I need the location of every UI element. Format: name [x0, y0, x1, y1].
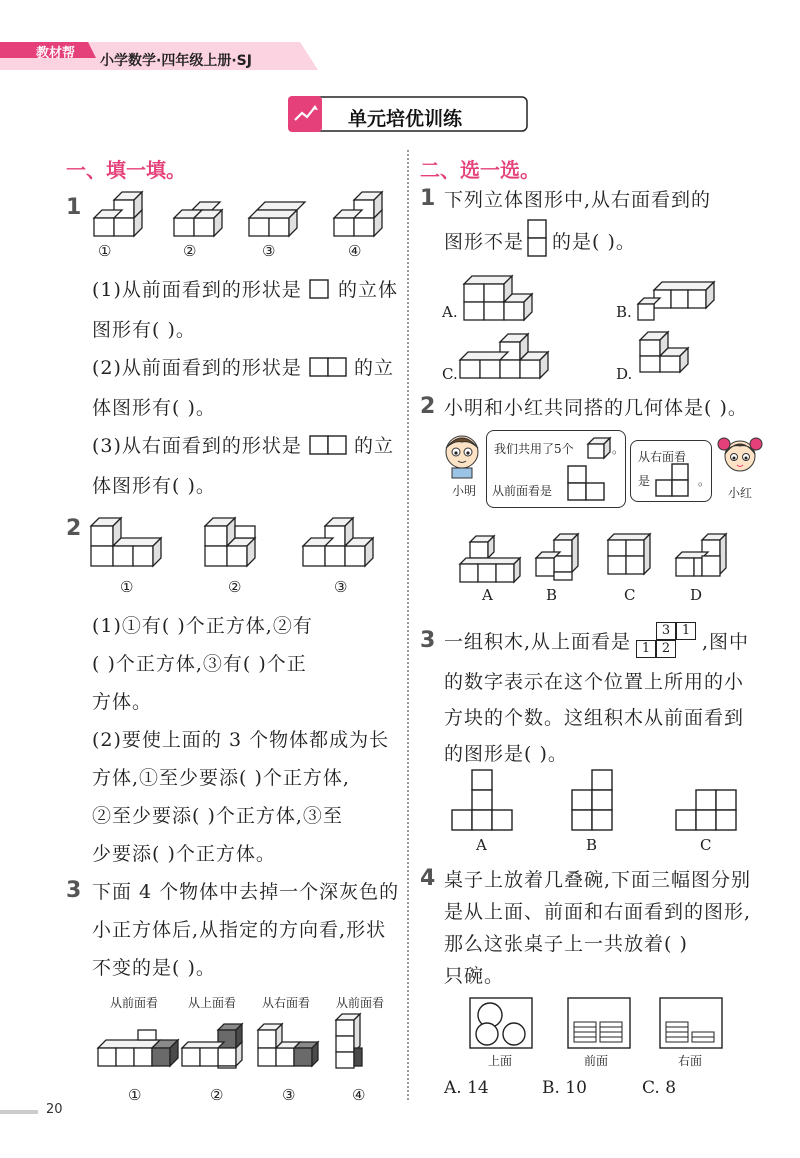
rq2-option-c: [608, 534, 650, 574]
q2-line: 少要添( )个正方体。: [92, 843, 276, 865]
rq2-option-b: [536, 534, 578, 580]
q1-part3-answer: 体图形有( )。: [92, 475, 216, 497]
rq2-option-d: [676, 534, 726, 576]
option-label[interactable]: C: [624, 586, 636, 604]
grid-cell: 1: [636, 640, 656, 658]
top-view: [470, 998, 532, 1048]
option-label[interactable]: D.: [616, 365, 633, 383]
q2-line: (1)①有( )个正方体,②有: [92, 615, 313, 637]
question-number: 3: [420, 628, 436, 653]
view-direction-label: 从前面看: [110, 996, 159, 1010]
rq1-option-a-solid: [460, 270, 550, 326]
column-divider: [407, 150, 409, 1100]
rq3-option-a: [452, 770, 512, 830]
q2-solid-3: [303, 518, 373, 566]
rq1-option-c-solid: [460, 334, 570, 386]
question-number: 2: [66, 516, 82, 541]
solid-label: ③: [282, 1086, 296, 1104]
bubble-text: 是: [638, 474, 651, 488]
option-label[interactable]: A.: [442, 303, 458, 321]
q2-solid-2: [205, 518, 255, 566]
question-number: 3: [66, 878, 82, 903]
option-label[interactable]: B.: [616, 303, 632, 321]
rq3-line: 的数字表示在这个位置上所用的小: [444, 671, 745, 693]
bubble-text: 从前面看是: [492, 484, 553, 498]
right-view: [660, 998, 722, 1048]
rq3-option-b: [572, 770, 612, 830]
front-view: [568, 998, 630, 1048]
q2-solid-1: [91, 518, 161, 566]
q3-solid-4: [336, 1014, 362, 1068]
view-direction-label: 从右面看: [262, 996, 311, 1010]
page-number: 20: [46, 1102, 63, 1117]
solid-4: [334, 192, 382, 236]
rq3-options: [452, 768, 752, 834]
rq3-line: 的图形是( )。: [444, 743, 568, 765]
bubble-text: 我们共用了5个: [494, 442, 574, 456]
ming-avatar: [440, 432, 484, 480]
q3-solids: [96, 1012, 396, 1084]
right-view-shape: [652, 462, 696, 500]
q3-line: 不变的是( )。: [92, 957, 216, 979]
question-number: 4: [420, 866, 436, 891]
view-direction-label: 从前面看: [336, 996, 385, 1010]
option-label[interactable]: C.: [442, 365, 458, 383]
rq4-line: 桌子上放着几叠碗,下面三幅图分别: [444, 869, 752, 891]
q2-line: ( )个正方体,③有( )个正: [92, 653, 307, 675]
solid-label: ④: [352, 1086, 366, 1104]
option-label[interactable]: C: [700, 836, 712, 854]
q3-line: 小正方体后,从指定的方向看,形状: [92, 919, 387, 941]
option-label[interactable]: D: [690, 586, 703, 604]
hong-name: 小红: [728, 486, 753, 500]
front-view-shape: [566, 464, 610, 504]
solid-2: [174, 202, 222, 236]
q2-line: (2)要使上面的 3 个物体都成为长: [92, 729, 390, 751]
option-label[interactable]: B: [546, 586, 558, 604]
hong-avatar: [718, 434, 762, 484]
grid-cell: 2: [656, 640, 676, 658]
footer-rule: [0, 1110, 38, 1114]
grid-cell: 1: [676, 622, 696, 640]
cube-icon: [586, 436, 612, 460]
q3-solid-2: [182, 1024, 242, 1068]
section-title-choose: 二、选一选。: [420, 158, 540, 182]
solid-label: ①: [98, 242, 112, 260]
q1-part3-text-b: 的立: [354, 435, 395, 457]
solid-3: [249, 202, 305, 236]
rq3-line-a: 一组积木,从上面看是: [444, 631, 632, 653]
single-square-icon: [308, 278, 332, 300]
bowl-views: [468, 996, 748, 1054]
bubble-text: 从右面看: [638, 450, 687, 464]
question-number: 2: [420, 394, 436, 419]
double-square-icon: [308, 434, 352, 456]
rq1-line-b: 的是( )。: [552, 231, 636, 253]
q1-part1-answer: 图形有( )。: [92, 319, 196, 341]
q1-part2-text: (2)从前面看到的形状是: [92, 357, 302, 379]
grid-cell: 3: [656, 622, 676, 640]
vertical-two-square-icon: [526, 218, 550, 262]
rq2-text: 小明和小红共同搭的几何体是( )。: [444, 397, 748, 419]
option-label[interactable]: B. 10: [542, 1078, 587, 1098]
rq3-line-b: ,图中: [702, 631, 750, 653]
q3-solid-3: [258, 1024, 318, 1066]
rq1-line-a: 图形不是: [444, 231, 525, 253]
solid-label: ②: [210, 1086, 224, 1104]
q3-line: 下面 4 个物体中去掉一个深灰色的: [92, 881, 400, 903]
section-title-fill: 一、填一填。: [66, 158, 186, 182]
solid-label: ②: [228, 578, 242, 596]
solid-label: ③: [262, 242, 276, 260]
q1-part1-text-b: 的立体: [338, 279, 399, 301]
view-label: 前面: [584, 1054, 609, 1068]
view-direction-label: 从上面看: [188, 996, 237, 1010]
solid-label: ①: [120, 578, 134, 596]
solid-label: ②: [183, 242, 197, 260]
rq1-option-d-solid: [636, 330, 706, 386]
view-label: 右面: [678, 1054, 703, 1068]
view-label: 上面: [488, 1054, 513, 1068]
q2-line: 方体。: [92, 691, 153, 713]
banner-title: 单元培优训练: [348, 108, 463, 130]
q1-part2-answer: 体图形有( )。: [92, 397, 216, 419]
ming-name: 小明: [452, 484, 477, 498]
rq1-line: 下列立体图形中,从右面看到的: [444, 189, 712, 211]
option-label[interactable]: A. 14: [444, 1078, 489, 1098]
rq1-option-b-solid: [634, 282, 724, 326]
option-label[interactable]: A: [476, 836, 487, 854]
double-square-icon: [308, 356, 352, 378]
header-badge: 教材帮: [36, 46, 76, 61]
bubble-text: 。: [612, 442, 625, 456]
rq2-option-a: [460, 536, 520, 582]
q3-solid-1: [98, 1030, 178, 1066]
q1-part3-text: (3)从右面看到的形状是: [92, 435, 302, 457]
q2-line: 方体,①至少要添( )个正方体,: [92, 767, 350, 789]
q1-part1-text: (1)从前面看到的形状是: [92, 279, 302, 301]
solid-label: ①: [128, 1086, 142, 1104]
rq2-options: [458, 530, 758, 590]
rq3-option-c: [676, 790, 736, 830]
solid-1: [94, 192, 142, 236]
rq4-line: 只碗。: [444, 965, 505, 987]
option-label[interactable]: C. 8: [642, 1078, 677, 1098]
q2-line: ②至少要添( )个正方体,③至: [92, 805, 343, 827]
option-label[interactable]: A: [482, 586, 493, 604]
solid-label: ④: [348, 242, 362, 260]
header-title: 小学数学·四年级上册·SJ: [100, 53, 252, 69]
question-number: 1: [420, 186, 436, 211]
top-view-grid: [636, 622, 700, 660]
solid-label: ③: [334, 578, 348, 596]
rq4-line: 是从上面、前面和右面看到的图形,: [444, 901, 752, 923]
bubble-text: 。: [698, 474, 711, 488]
rq3-line: 方块的个数。这组积木从前面看到: [444, 707, 745, 729]
q2-solids: [85, 510, 385, 580]
option-label[interactable]: B: [586, 836, 598, 854]
rq4-line: 那么这张桌子上一共放着( ): [444, 933, 688, 955]
question-number: 1: [66, 195, 82, 220]
q1-part2-text-b: 的立: [354, 357, 395, 379]
